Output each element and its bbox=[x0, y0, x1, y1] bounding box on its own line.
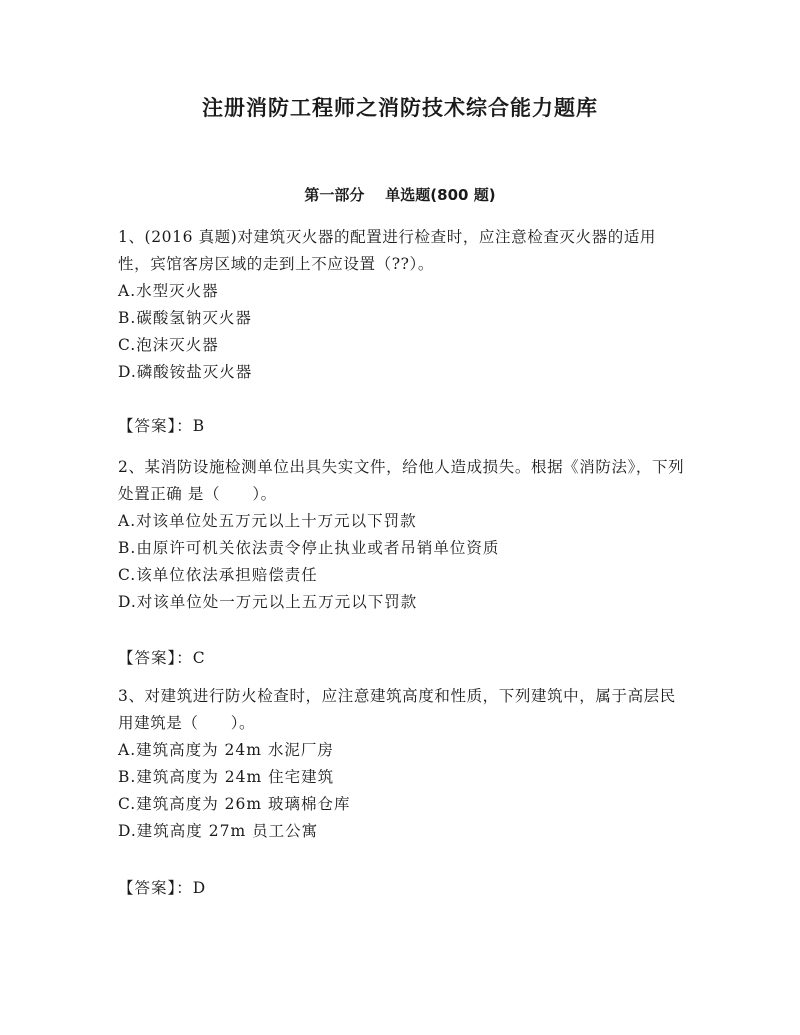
answer-1 bbox=[118, 414, 205, 438]
question-stem: 2、某消防设施检测单位出具失实文件，给他人造成损失。根据《消防法》，下列处置正确 是（ ）。 bbox=[118, 458, 685, 503]
option-a: A.建筑高度为 24m 水泥厂房 bbox=[118, 741, 334, 759]
option-b: B.碳酸氢钠灭火器 bbox=[118, 309, 252, 327]
answer-3 bbox=[118, 876, 206, 900]
question-stem: 3、对建筑进行防火检查时，应注意建筑高度和性质，下列建筑中，属于高层民用建筑是（ ）。 bbox=[118, 687, 676, 732]
option-a: A.对该单位处五万元以上十万元以下罚款 bbox=[118, 512, 417, 530]
option-b: B.由原许可机关依法责令停止执业或者吊销单位资质 bbox=[118, 539, 500, 557]
option-c: C.该单位依法承担赔偿责任 bbox=[118, 566, 318, 584]
question-1 bbox=[118, 224, 688, 386]
option-d: D.磷酸铵盐灭火器 bbox=[118, 363, 253, 381]
option-d: D.对该单位处一万元以上五万元以下罚款 bbox=[118, 593, 418, 611]
question-3 bbox=[118, 683, 688, 845]
option-a: A.水型灭火器 bbox=[118, 282, 219, 300]
answer-value: B bbox=[192, 417, 206, 435]
option-d: D.建筑高度 27m 员工公寓 bbox=[118, 822, 319, 840]
answer-2 bbox=[118, 646, 206, 670]
option-b: B.建筑高度为 24m 住宅建筑 bbox=[118, 768, 335, 786]
document-title: 注册消防工程师之消防技术综合能力题库 bbox=[202, 96, 598, 120]
option-c: C.建筑高度为 26m 玻璃棉仓库 bbox=[118, 795, 351, 813]
section-heading: 第一部分 单选题(800 题) bbox=[304, 186, 496, 204]
answer-value: D bbox=[192, 879, 207, 897]
answer-value: C bbox=[192, 649, 206, 667]
answer-label: 【答案】： bbox=[118, 417, 193, 435]
question-2 bbox=[118, 454, 688, 616]
option-c: C.泡沫灭火器 bbox=[118, 336, 219, 354]
answer-label: 【答案】： bbox=[118, 879, 193, 897]
answer-label: 【答案】： bbox=[118, 649, 193, 667]
question-stem: 1、(2016 真题)对建筑灭火器的配置进行检查时，应注意检查灭火器的适用性，宾馆客房区域的走到上不应设置（??）。 bbox=[118, 228, 657, 273]
